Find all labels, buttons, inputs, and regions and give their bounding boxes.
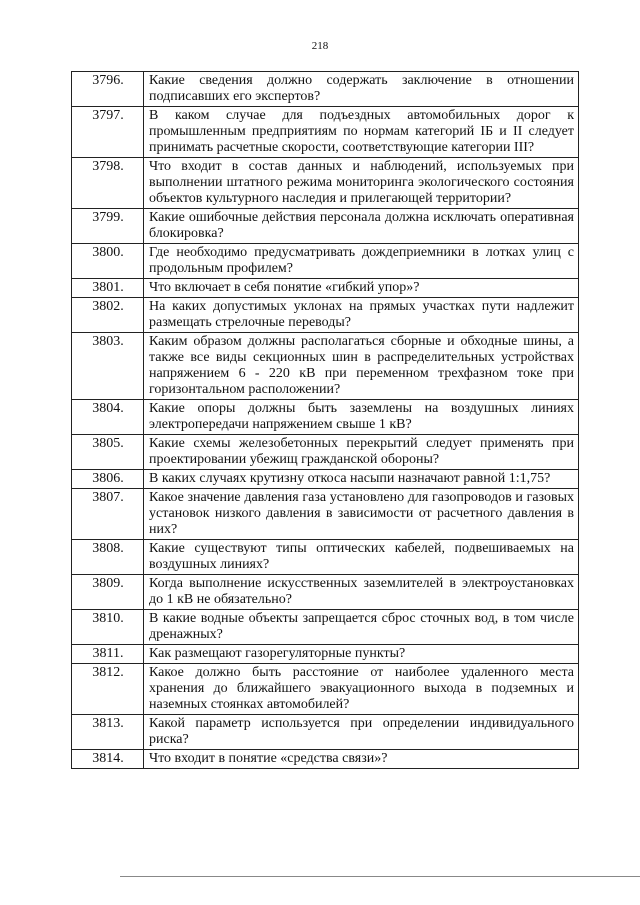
question-number: 3799.	[72, 209, 144, 244]
question-text: Когда выполнение искусственных заземлителей в электроустановках до 1 кВ не обязательно?	[144, 575, 579, 610]
table-row	[72, 645, 579, 664]
questions-table	[71, 71, 579, 769]
question-text: Какие существуют типы оптических кабелей, подвешиваемых на воздушных линиях?	[144, 540, 579, 575]
question-number: 3810.	[72, 610, 144, 645]
table-row	[72, 489, 579, 540]
table-row	[72, 750, 579, 769]
question-text: Что включает в себя понятие «гибкий упор»?	[144, 279, 579, 298]
question-text: Что входит в состав данных и наблюдений, используемых при выполнении штатного режима мониторинга экологического состояния объектов культурного наследия и прилегающей территории?	[144, 158, 579, 209]
table-row	[72, 279, 579, 298]
question-text: Какое должно быть расстояние от наиболее удаленного места хранения до ближайшего эвакуационного выхода в подземных и наземных стоянках автомобилей?	[144, 664, 579, 715]
table-row	[72, 435, 579, 470]
bottom-rule	[120, 876, 640, 877]
question-number: 3809.	[72, 575, 144, 610]
question-text: Какие опоры должны быть заземлены на воздушных линиях электропередачи напряжением свыше 1 кВ?	[144, 400, 579, 435]
table-row	[72, 244, 579, 279]
question-text: Что входит в понятие «средства связи»?	[144, 750, 579, 769]
question-text: Где необходимо предусматривать дождеприемники в лотках улиц с продольным профилем?	[144, 244, 579, 279]
question-number: 3808.	[72, 540, 144, 575]
question-text: Какое значение давления газа установлено для газопроводов и газовых установок низкого давления в зависимости от расчетного давления в них?	[144, 489, 579, 540]
question-text: В каких случаях крутизну откоса насыпи назначают равной 1:1,75?	[144, 470, 579, 489]
question-number: 3801.	[72, 279, 144, 298]
question-text: Каким образом должны располагаться сборные и обходные шины, а также все виды секционных шин в распределительных устройствах напряжением 6 - 220 кВ при переменном трехфазном токе при горизонтальном расположении?	[144, 333, 579, 400]
table-row	[72, 107, 579, 158]
table-row	[72, 664, 579, 715]
questions-table-body	[72, 72, 579, 769]
question-text: Какие схемы железобетонных перекрытий следует применять при проектировании убежищ гражданской обороны?	[144, 435, 579, 470]
table-row	[72, 470, 579, 489]
question-number: 3805.	[72, 435, 144, 470]
question-number: 3813.	[72, 715, 144, 750]
question-text: Какие ошибочные действия персонала должна исключать оперативная блокировка?	[144, 209, 579, 244]
table-row	[72, 333, 579, 400]
table-row	[72, 209, 579, 244]
question-text: В какие водные объекты запрещается сброс сточных вод, в том числе дренажных?	[144, 610, 579, 645]
question-number: 3803.	[72, 333, 144, 400]
question-number: 3812.	[72, 664, 144, 715]
question-text: Как размещают газорегуляторные пункты?	[144, 645, 579, 664]
question-text: На каких допустимых уклонах на прямых участках пути надлежит размещать стрелочные переводы?	[144, 298, 579, 333]
question-number: 3806.	[72, 470, 144, 489]
table-row	[72, 298, 579, 333]
question-number: 3797.	[72, 107, 144, 158]
question-text: В каком случае для подъездных автомобильных дорог к промышленным предприятиям по нормам категорий IБ и II следует принимать расчетные скорости, соответствующие категории III?	[144, 107, 579, 158]
table-row	[72, 400, 579, 435]
question-text: Какой параметр используется при определении индивидуального риска?	[144, 715, 579, 750]
table-row	[72, 158, 579, 209]
question-number: 3811.	[72, 645, 144, 664]
question-number: 3798.	[72, 158, 144, 209]
question-number: 3807.	[72, 489, 144, 540]
table-row	[72, 540, 579, 575]
table-row	[72, 715, 579, 750]
question-number: 3804.	[72, 400, 144, 435]
question-number: 3800.	[72, 244, 144, 279]
table-row	[72, 610, 579, 645]
table-row	[72, 72, 579, 107]
question-text: Какие сведения должно содержать заключение в отношении подписавших его экспертов?	[144, 72, 579, 107]
question-number: 3814.	[72, 750, 144, 769]
question-number: 3802.	[72, 298, 144, 333]
question-number: 3796.	[72, 72, 144, 107]
table-row	[72, 575, 579, 610]
page-number: 218	[311, 40, 329, 52]
